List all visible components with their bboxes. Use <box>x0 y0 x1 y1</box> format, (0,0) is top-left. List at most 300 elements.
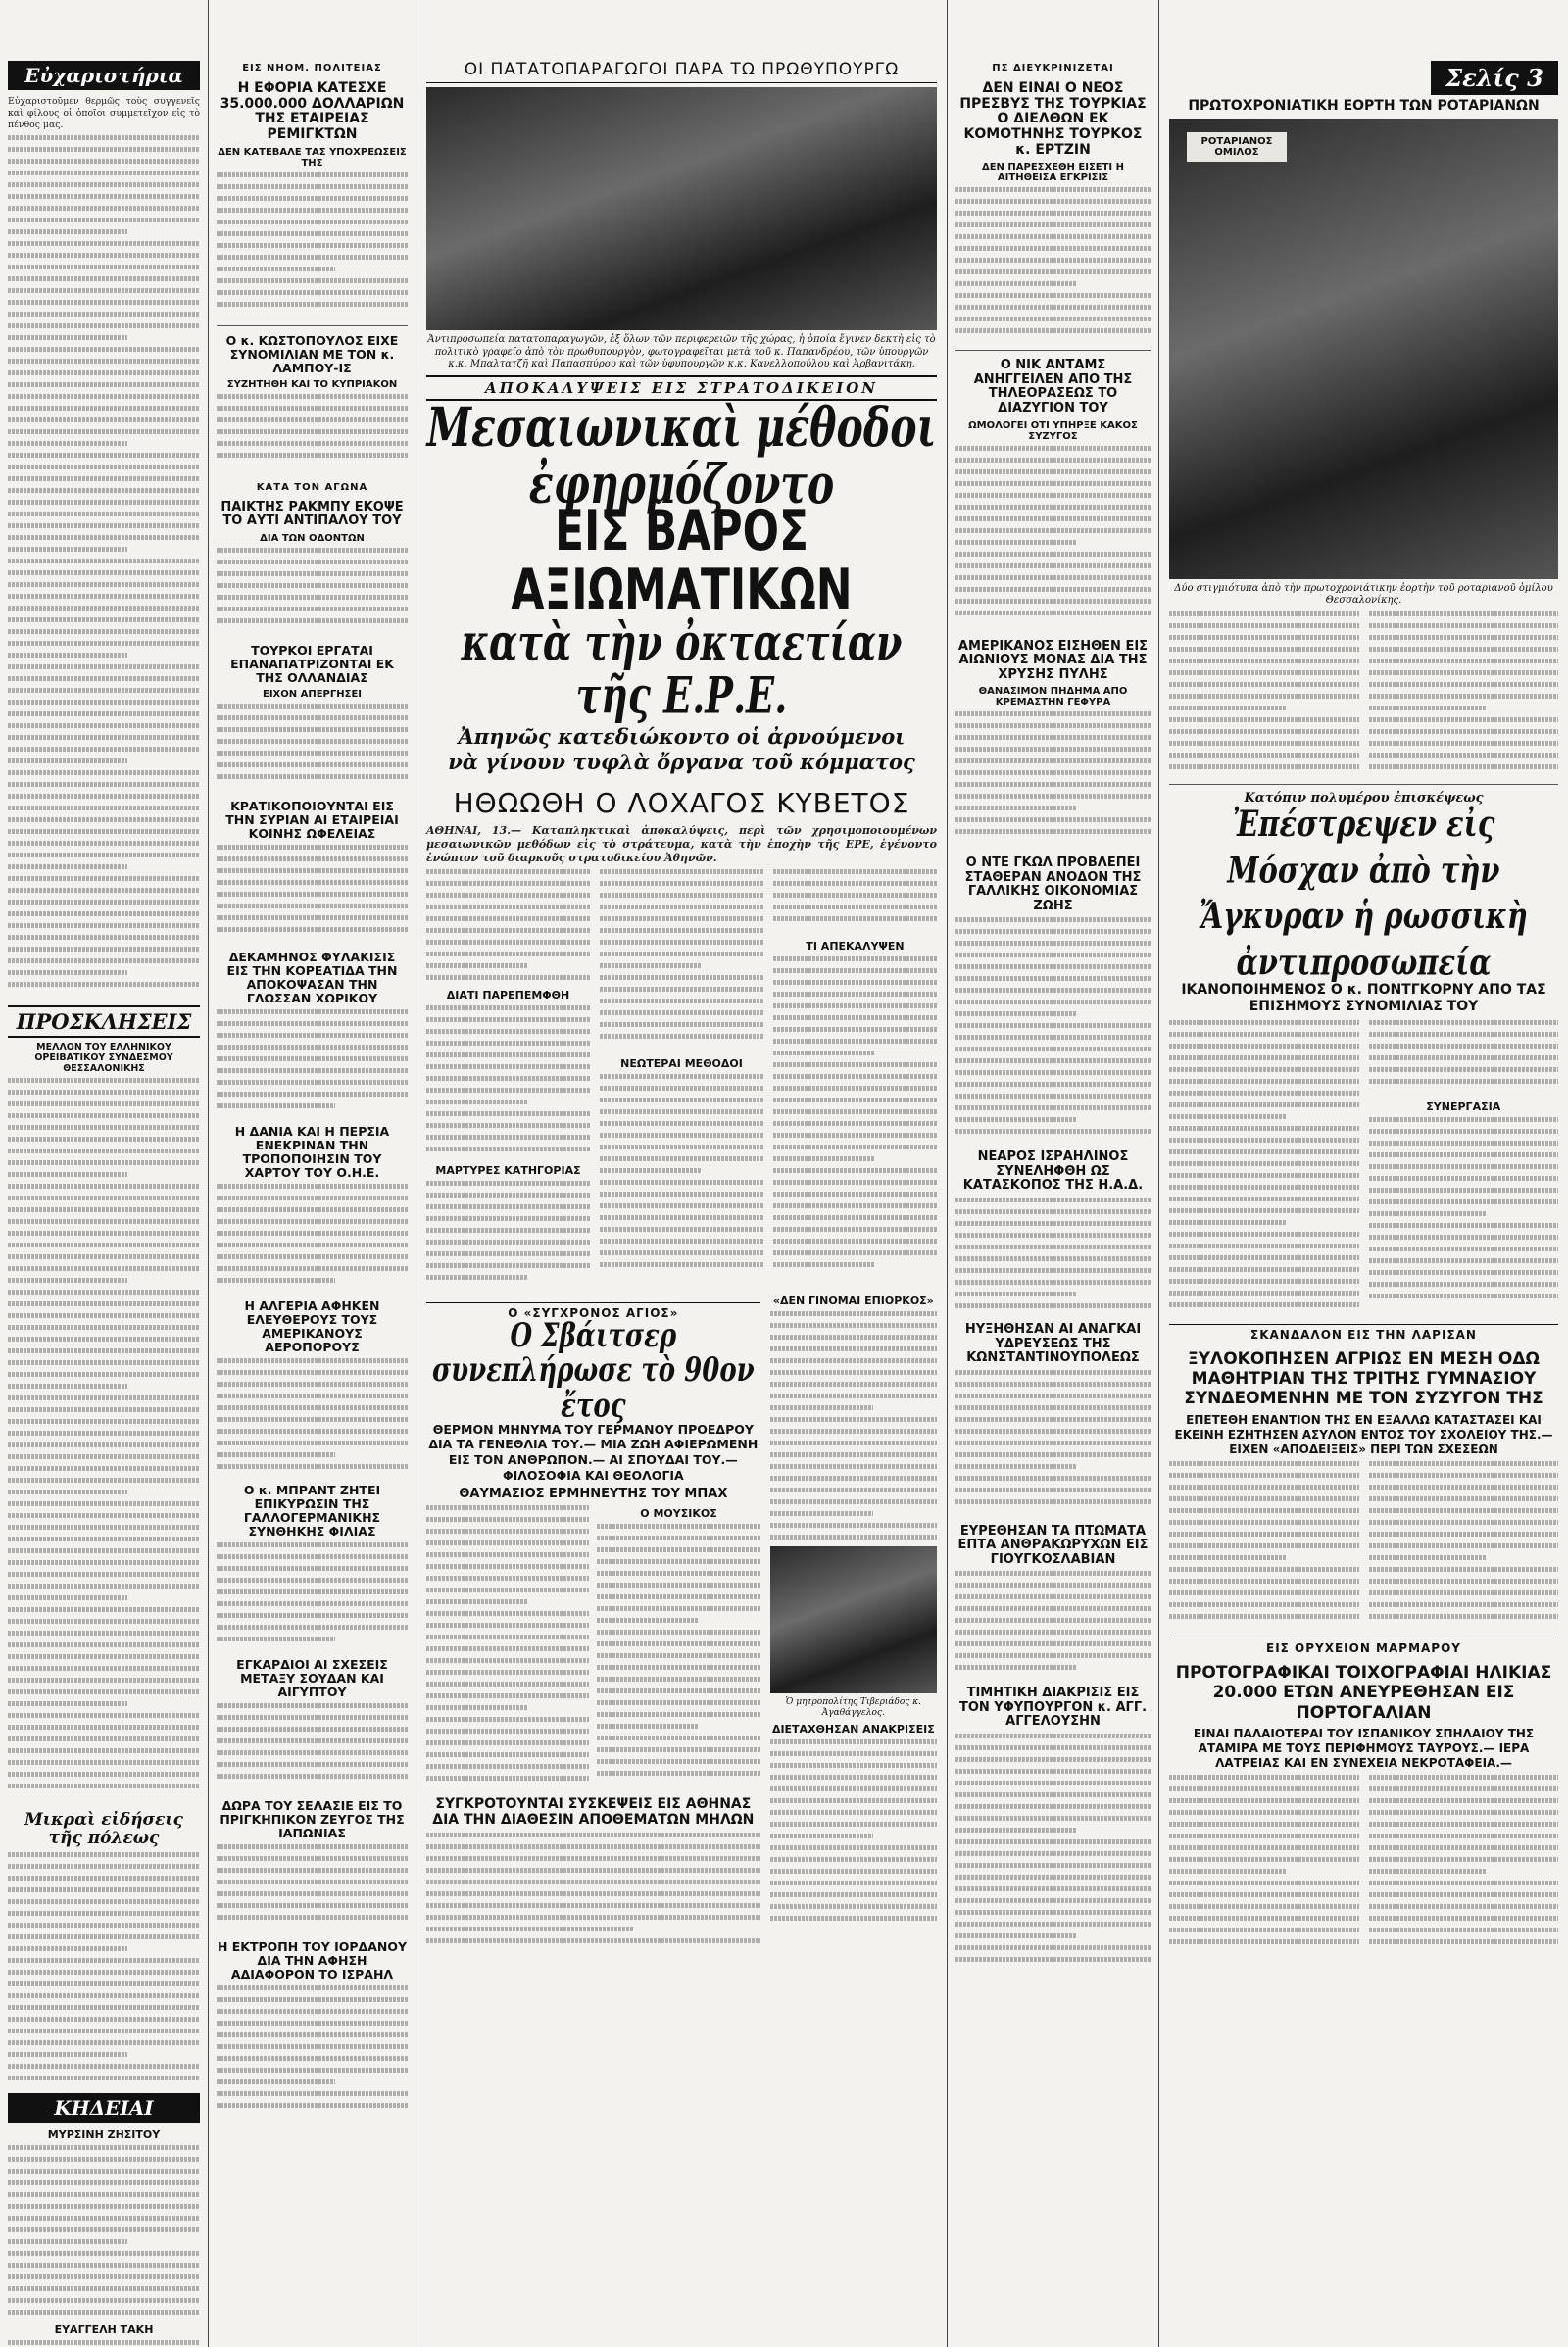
text-line <box>600 1215 763 1220</box>
text-line <box>8 1454 200 1459</box>
text-line <box>956 1499 1151 1504</box>
text-line <box>8 1160 200 1165</box>
kideia-name: ΜΥΡΣΙΝΗ ΖΗΣΙΤΟΥ <box>47 2127 161 2141</box>
text-line <box>1169 706 1287 710</box>
text-line <box>426 1635 589 1639</box>
text-block <box>956 1571 1151 1679</box>
text-line <box>8 864 127 869</box>
text-line <box>426 1076 590 1081</box>
text-line <box>217 548 408 553</box>
section-head: «ΔΕΝ ΓΙΝΟΜΑΙ ΕΠΙΟΡΚΟΣ» <box>772 1294 934 1307</box>
text-line <box>8 1490 127 1494</box>
text-line <box>217 2021 408 2026</box>
text-block <box>217 1985 408 2123</box>
text-line <box>956 1441 1151 1445</box>
text-line <box>1369 659 1559 663</box>
text-line <box>8 829 200 834</box>
text-line <box>1169 1602 1359 1607</box>
text-line <box>1369 1055 1559 1060</box>
headline: Η ΕΦΟΡΙΑ ΚΑΤΕΣΧΕ 35.000.000 ΔΟΛΛΑΡΙΩΝ ΤΗΣ ΕΤΑΙΡΕΙΑΣ ΡΕΜΙΓΚΤΩΝ <box>220 80 405 143</box>
text-line <box>597 1630 760 1635</box>
text-line <box>426 1740 589 1745</box>
text-line <box>600 1074 763 1079</box>
text-line <box>217 1278 335 1283</box>
text-line <box>8 1254 200 1259</box>
text-line <box>600 869 763 874</box>
text-line <box>1369 694 1559 699</box>
text-block <box>956 1198 1151 1315</box>
text-line <box>426 1251 590 1256</box>
rotary-text-columns <box>1169 611 1558 778</box>
text-line <box>600 1133 763 1138</box>
text-line <box>956 563 1151 568</box>
headline: Ο ΝΙΚ ΑΝΤΑΜΣ ΑΝΗΓΓΕΙΛΕΝ ΑΠΟ ΤΗΣ ΤΗΛΕΟΡΑΣΕΩΣ ΤΟ ΔΙΑΖΥΓΙΟΝ ΤΟΥ <box>973 358 1133 416</box>
text-line <box>8 1760 200 1765</box>
text-line <box>8 194 200 199</box>
text-line <box>600 1262 763 1267</box>
text-line <box>1169 1032 1359 1037</box>
text-line <box>217 1891 408 1896</box>
text-line <box>217 1542 408 1547</box>
text-line <box>600 1192 763 1197</box>
text-line <box>956 199 1151 204</box>
headline: Η ΕΚΤΡΟΠΗ ΤΟΥ ΙΟΡΔΑΝΟΥ ΔΙΑ ΤΗΝ ΑΦΗΣΗ ΑΔΙΑΦΟΡΟΝ ΤΟ ΙΣΡΑΗΛ <box>217 1938 408 1981</box>
text-block <box>770 1739 937 1935</box>
text-line <box>770 1382 937 1387</box>
text-line <box>956 1000 1151 1004</box>
text-block <box>956 187 1151 344</box>
text-line <box>217 208 408 213</box>
text-line <box>956 1851 1151 1856</box>
text-line <box>426 881 590 886</box>
text-line <box>956 1630 1151 1635</box>
text-line <box>597 1594 760 1599</box>
text-line <box>217 762 408 767</box>
kicker: ΣΚΑΝΔΑΛΟΝ ΕΙΣ ΤΗΝ ΛΑΡΙΣΑΝ <box>1169 1324 1558 1342</box>
text-line <box>8 1970 200 1975</box>
text-line <box>1169 764 1359 769</box>
headline: ΔΕΚΑΜΗΝΟΣ ΦΥΛΑΚΙΣΙΣ ΕΙΣ ΤΗΝ ΚΟΡΕΑΤΙΔΑ ΤΗΝ ΑΠΟΚΟΨΑΣΑΝ ΤΗΝ ΓΛΩΣΣΑΝ ΧΩΡΙΚΟΥ <box>226 949 398 1005</box>
text-block <box>956 446 1151 632</box>
text-line <box>217 774 408 779</box>
text-line <box>600 1121 763 1126</box>
text-line <box>956 1734 1151 1738</box>
text-line <box>8 1125 200 1130</box>
text-line <box>770 1323 937 1328</box>
text-line <box>8 417 200 422</box>
text-line <box>217 1021 408 1026</box>
text-line <box>217 1774 408 1779</box>
text-line <box>1169 659 1359 663</box>
kideia-name: ΕΥΑΓΓΕΛΗ ΤΑΚΗ <box>54 2323 154 2336</box>
text-line <box>8 911 200 916</box>
text-line <box>1369 1258 1559 1263</box>
kicker: Κατόπιν πολυμέρου ἐπισκέψεως <box>1244 790 1484 806</box>
text-line <box>1369 1188 1559 1193</box>
text-line <box>426 1181 590 1186</box>
text-line <box>426 1833 760 1837</box>
text-line <box>597 1583 760 1588</box>
text-line <box>217 1254 408 1259</box>
text-line <box>8 817 200 822</box>
text-line <box>597 1641 760 1646</box>
text-line <box>956 735 1151 740</box>
text-line <box>8 770 200 775</box>
text-line <box>8 1137 200 1142</box>
text-line <box>8 841 200 846</box>
text-line <box>8 1501 200 1506</box>
text-line <box>956 941 1151 946</box>
text-line <box>8 1654 200 1659</box>
text-line <box>217 2032 408 2037</box>
subhead: ΘΑΝΑΣΙΜΟΝ ΠΗΔΗΜΑ ΑΠΟ ΚΡΕΜΑΣΤΗΝ ΓΕΦΥΡΑ <box>978 686 1128 709</box>
text-line <box>217 1613 408 1618</box>
text-line <box>8 629 200 634</box>
text-line <box>1369 611 1559 616</box>
text-line <box>217 739 408 744</box>
text-line <box>956 711 1151 716</box>
text-line <box>217 1637 335 1641</box>
text-line <box>8 1923 200 1928</box>
text-line <box>1369 1786 1559 1791</box>
headline: ΣΥΓΚΡΟΤΟΥΝΤΑΙ ΣΥΣΚΕΨΕΙΣ ΕΙΣ ΑΘΗΝΑΣ ΔΙΑ ΤΗΝ ΔΙΑΘΕΣΙΝ ΑΠΟΘΕΜΑΤΩΝ ΜΗΛΩΝ <box>432 1796 755 1828</box>
text-line <box>600 975 763 980</box>
text-line <box>8 441 127 446</box>
text-line <box>217 1703 408 1708</box>
text-line <box>956 1653 1151 1658</box>
text-line <box>956 1863 1151 1868</box>
text-line <box>770 1810 937 1815</box>
text-line <box>217 1762 408 1767</box>
text-block <box>956 1734 1151 1969</box>
text-line <box>1169 635 1359 640</box>
text-line <box>8 2145 200 2150</box>
text-line <box>956 1058 1151 1063</box>
text-line <box>217 1080 408 1085</box>
text-line <box>217 880 408 885</box>
text-line <box>426 940 590 945</box>
text-line <box>426 1240 590 1245</box>
text-line <box>8 2005 200 2010</box>
text-line <box>8 2298 200 2303</box>
text-line <box>1169 1485 1359 1490</box>
lower-center <box>426 1293 937 1960</box>
text-line <box>8 582 200 587</box>
divider <box>1169 784 1558 785</box>
text-line <box>956 611 1151 615</box>
text-line <box>597 1536 760 1540</box>
text-line <box>1369 1141 1559 1146</box>
moscow-text-columns <box>1169 1020 1558 1314</box>
photo-caption: Ἀντιπροσωπεία πατατοπαραγωγῶν, ἐξ ὅλων τῶν περιφερειῶν τῆς χώρας, ἡ ὁποία ἔγινεν δεκτὴ εἰς τὸ πολιτικὸ γραφεῖο ἀπὸ τὸν πρωθυπουργὸν, φωτογραφεῖται μετὰ τοῦ κ. Παπανδρέου, τῶν ὑπουργῶν κ.κ. Μπαλτατζῆ καὶ Παπασπύρου καὶ τῶν ὑφυπουργῶν κ.κ. Κανελλοπούλου καὶ Ἀρβανιτάκη. <box>427 334 936 370</box>
text-line <box>956 575 1151 580</box>
text-line <box>1369 1845 1559 1850</box>
text-line <box>217 2044 408 2049</box>
text-line <box>770 1845 937 1850</box>
text-line <box>773 869 937 874</box>
text-line <box>597 1688 760 1693</box>
text-line <box>8 182 200 187</box>
subhead: ΘΑΥΜΑΣΙΟΣ ΕΡΜΗΝΕΥΤΗΣ ΤΟΥ ΜΠΑΧ <box>459 1487 728 1502</box>
text-line <box>770 1857 937 1862</box>
text-line <box>8 229 127 234</box>
text-line <box>770 1739 937 1744</box>
text-line <box>217 429 408 434</box>
text-line <box>1369 1247 1559 1251</box>
text-line <box>597 1524 760 1529</box>
text-line <box>8 806 200 810</box>
text-line <box>956 211 1151 216</box>
text-line <box>1169 1208 1359 1213</box>
text-line <box>956 481 1151 486</box>
text-line <box>8 641 200 646</box>
text-block <box>597 1524 760 1788</box>
text-line <box>217 255 408 260</box>
text-line <box>8 2064 200 2069</box>
larisa-text-columns <box>1169 1461 1558 1628</box>
text-line <box>8 512 200 516</box>
text-line <box>8 1887 200 1892</box>
text-line <box>773 1262 875 1267</box>
text-line <box>956 1476 1151 1481</box>
subhead: ΕΠΕΤΕΘΗ ΕΝΑΝΤΙΟΝ ΤΗΣ ΕΝ ΕΞΑΛΛΩ ΚΑΤΑΣΤΑΣΕΙ ΚΑΙ ΕΚΕΙΝΗ ΕΖΗΤΗΣΕΝ ΑΣΥΛΟΝ ΕΝΤΟΣ ΤΟΥ ΣΧΟΛΕΙΟΥ ΤΗΣ.— ΕΙΧΕΝ «ΑΠΟΔΕΙΞΕΙΣ» ΠΕΡΙ ΤΩΝ ΣΧΕΣΕΩΝ <box>1174 1412 1553 1456</box>
text-line <box>217 892 408 897</box>
text-line <box>956 1488 1151 1492</box>
text-line <box>1369 1485 1559 1490</box>
headline: Η ΔΑΝΙΑ ΚΑΙ Η ΠΕΡΣΙΑ ΕΝΕΚΡΙΝΑΝ ΤΗΝ ΤΡΟΠΟΠΟΙΗΣΙΝ ΤΟΥ ΧΑΡΤΟΥ ΤΟΥ Ο.Η.Ε. <box>234 1123 390 1180</box>
column-5 <box>1159 0 1568 2347</box>
text-line <box>1369 1775 1559 1780</box>
text-line <box>8 700 200 705</box>
text-line <box>426 1729 589 1734</box>
text-line <box>1169 1810 1359 1815</box>
text-line <box>217 1266 408 1271</box>
text-line <box>773 905 937 909</box>
text-line <box>1169 1614 1359 1619</box>
text-line <box>426 1658 589 1663</box>
text-line <box>426 1064 590 1069</box>
text-line <box>956 1606 1151 1611</box>
text-line <box>8 1993 200 1998</box>
text-line <box>956 1898 1151 1903</box>
text-line <box>8 1419 200 1424</box>
text-line <box>217 1207 408 1212</box>
text-line <box>8 1442 200 1447</box>
text-block <box>1369 1020 1559 1099</box>
text-line <box>956 1769 1151 1774</box>
text-line <box>426 1263 590 1268</box>
text-line <box>770 1394 937 1398</box>
text-block <box>217 1184 408 1292</box>
text-block <box>1369 1461 1559 1628</box>
headline: ΑΜΕΡΙΚΑΝΟΣ ΕΙΣΗΘΕΝ ΕΙΣ ΑΙΩΝΙΟΥΣ ΜΟΝΑΣ ΔΙΑ ΤΗΣ ΧΡΥΣΗΣ ΠΥΛΗΣ <box>957 638 1149 682</box>
banner-headline-2: ΕΙΣ ΒΑΡΟΣ ΑΞΙΩΜΑΤΙΚΩΝ <box>511 498 853 623</box>
text-line <box>1169 1881 1359 1885</box>
text-line <box>956 1011 1076 1016</box>
text-line <box>217 1184 408 1189</box>
text-line <box>217 607 408 611</box>
text-line <box>8 1876 200 1881</box>
text-line <box>956 747 1151 752</box>
text-block <box>217 1358 408 1476</box>
text-block <box>217 704 408 792</box>
story-column <box>1369 1020 1559 1314</box>
text-line <box>956 1583 1151 1588</box>
text-line <box>8 1725 200 1730</box>
text-line <box>1369 1211 1487 1216</box>
subhead: ΔΕΝ ΚΑΤΕΒΑΛΕ ΤΑΣ ΥΠΟΧΡΕΩΣΕΙΣ ΤΗΣ <box>218 146 407 169</box>
text-line <box>8 2340 200 2345</box>
text-line <box>773 1168 937 1173</box>
text-line <box>1169 1173 1359 1178</box>
text-line <box>773 1027 937 1032</box>
text-line <box>426 952 590 956</box>
text-line <box>8 676 200 681</box>
text-line <box>1169 1496 1359 1501</box>
text-line <box>8 1584 200 1589</box>
text-line <box>1369 1461 1559 1466</box>
text-line <box>1369 753 1559 758</box>
text-line <box>956 281 1076 286</box>
text-line <box>8 1537 200 1541</box>
text-line <box>8 970 127 975</box>
text-line <box>8 241 200 246</box>
text-block <box>956 917 1151 1143</box>
headline: ΔΕΝ ΕΙΝΑΙ Ο ΝΕΟΣ ΠΡΕΣΒΥΣ ΤΗΣ ΤΟΥΡΚΙΑΣ Ο ΔΙΕΛΘΩΝ ΕΚ ΚΟΜΟΤΗΝΗΣ ΤΟΥΡΚΟΣ κ. ΕΡΤΖΙΝ <box>959 80 1147 158</box>
text-line <box>8 1243 200 1247</box>
text-line <box>8 2029 200 2033</box>
text-line <box>1169 1775 1359 1780</box>
text-line <box>8 359 200 364</box>
schweitzer-columns <box>426 1505 760 1789</box>
text-line <box>8 1207 200 1212</box>
text-line <box>426 1717 589 1722</box>
text-line <box>1169 1461 1359 1466</box>
text-line <box>1369 706 1487 710</box>
text-line <box>217 406 408 411</box>
text-line <box>600 881 763 886</box>
text-line <box>1169 741 1359 746</box>
text-line <box>217 1394 408 1398</box>
text-line <box>956 770 1151 775</box>
text-line <box>8 2157 200 2162</box>
text-line <box>8 488 200 493</box>
text-line <box>8 276 200 281</box>
text-line <box>217 1231 408 1236</box>
text-line <box>956 1035 1151 1040</box>
text-line <box>956 469 1151 474</box>
story-column <box>597 1505 760 1789</box>
text-line <box>8 594 200 599</box>
text-line <box>1169 1532 1359 1537</box>
text-line <box>217 715 408 720</box>
text-line <box>773 1215 937 1220</box>
text-line <box>956 587 1151 592</box>
text-line <box>217 1033 408 1038</box>
text-line <box>956 1303 1151 1308</box>
text-line <box>217 1868 408 1873</box>
section-head: ΜΑΡΤΥΡΕΣ ΚΑΤΗΓΟΡΙΑΣ <box>435 1163 581 1177</box>
text-line <box>600 999 763 1003</box>
text-line <box>217 751 408 756</box>
text-line <box>956 328 1151 333</box>
text-line <box>426 1705 527 1710</box>
text-line <box>956 1910 1151 1915</box>
text-line <box>1369 1822 1559 1827</box>
column-2 <box>209 0 416 2347</box>
text-line <box>1369 1579 1559 1584</box>
text-line <box>8 2310 200 2315</box>
text-block <box>217 1009 408 1117</box>
text-line <box>597 1665 760 1670</box>
text-line <box>8 2180 200 2185</box>
text-line <box>8 876 200 881</box>
text-line <box>8 1395 200 1400</box>
text-line <box>8 688 200 693</box>
text-block <box>217 1703 408 1791</box>
text-line <box>8 1946 127 1951</box>
text-line <box>8 253 200 258</box>
text-line <box>956 1023 1151 1028</box>
text-line <box>8 1864 200 1869</box>
text-line <box>8 300 200 305</box>
story-column <box>770 1293 937 1960</box>
text-line <box>1169 1786 1359 1791</box>
text-line <box>1169 1857 1359 1862</box>
text-line <box>1369 1223 1559 1228</box>
text-line <box>770 1763 937 1768</box>
text-line <box>600 940 763 945</box>
text-line <box>1169 1244 1359 1248</box>
text-line <box>217 1625 408 1630</box>
text-line <box>1369 1810 1559 1815</box>
text-block <box>426 1505 589 1789</box>
text-block <box>217 1542 408 1650</box>
text-line <box>8 1149 200 1153</box>
text-line <box>1369 1567 1559 1572</box>
text-line <box>597 1559 760 1564</box>
text-line <box>8 570 200 575</box>
text-line <box>426 1764 589 1769</box>
text-line <box>956 187 1151 192</box>
text-block <box>773 869 937 938</box>
text-line <box>1169 647 1359 652</box>
text-line <box>217 704 408 709</box>
column-4 <box>948 0 1158 2347</box>
text-line <box>217 1103 335 1108</box>
text-line <box>8 288 200 293</box>
text-block <box>217 548 408 636</box>
text-line <box>8 1713 200 1718</box>
text-line <box>956 1641 1151 1646</box>
text-line <box>1369 1282 1559 1287</box>
text-line <box>1369 729 1559 734</box>
text-line <box>770 1499 937 1504</box>
text-line <box>8 2251 200 2256</box>
text-line <box>770 1335 937 1340</box>
text-line <box>426 1228 590 1233</box>
banner-headline-4: Ἀπηνῶς κατεδιώκοντο οἱ ἀρνούμενοι νὰ γίνουν τυφλὰ ὄργανα τοῦ κόμματος <box>448 723 915 775</box>
text-line <box>770 1476 937 1481</box>
text-line <box>956 1129 1151 1134</box>
text-line <box>8 1631 200 1636</box>
text-line <box>1369 1614 1559 1619</box>
text-line <box>426 1844 760 1849</box>
text-line <box>426 1005 590 1010</box>
text-line <box>956 1571 1151 1576</box>
text-line <box>600 905 763 909</box>
text-line <box>217 184 408 189</box>
